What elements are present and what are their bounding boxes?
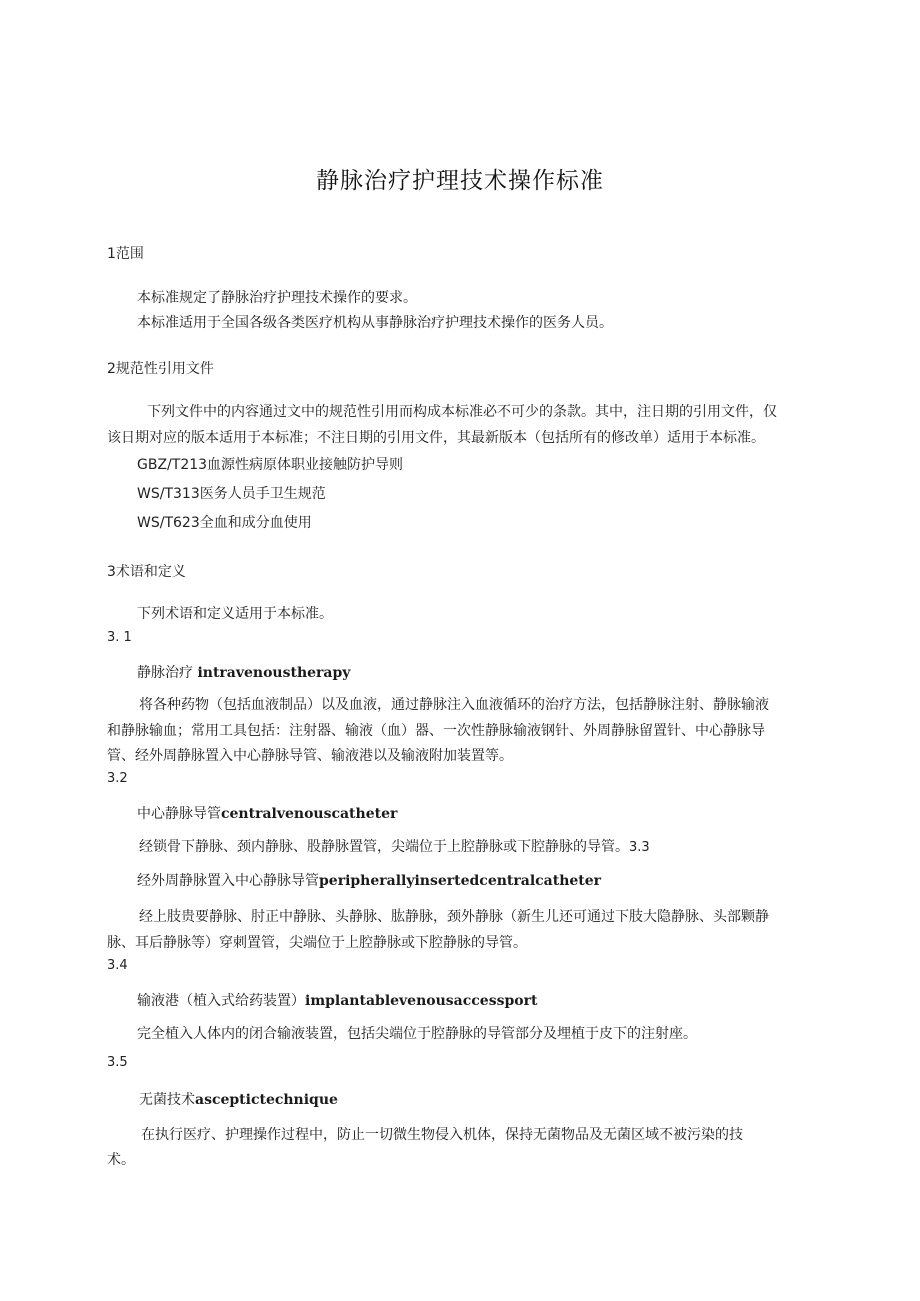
term-definition-line: 将各种药物（包括血液制品）以及血液，通过静脉注入血液循环的治疗方法，包括静脉注射、静脉输液: [139, 697, 769, 713]
term-title-zh: 输液港（植入式给药装置）: [137, 993, 305, 1009]
section-2-heading: 2规范性引用文件: [107, 361, 214, 377]
term-title-zh: 无菌技术: [139, 1092, 195, 1108]
section-3-intro: 下列术语和定义适用于本标准。: [137, 606, 333, 622]
term-definition-line: 术。: [107, 1152, 135, 1168]
term-title-en: peripherallyinsertedcentralcatheter: [319, 873, 602, 889]
term-number: 3. 1: [107, 630, 132, 645]
term-definition-line: 管、经外周静脉置入中心静脉导管、输液港以及输液附加装置等。: [107, 748, 513, 764]
term-title: [139, 1087, 338, 1113]
term-number: 3.5: [107, 1055, 128, 1070]
document-title: 静脉治疗护理技术操作标准: [316, 168, 604, 194]
term-definition-line: 在执行医疗、护理操作过程中，防止一切微生物侵入机体，保持无菌物品及无菌区域不被污染的技: [141, 1127, 743, 1143]
term-title-en: intravenoustherapy: [197, 665, 351, 681]
section-1-line-1: 本标准规定了静脉治疗护理技术操作的要求。: [137, 290, 417, 306]
term-definition-line: [139, 834, 650, 861]
normative-reference: GBZ/T213血源性病原体职业接触防护导则: [137, 457, 404, 473]
term-title-en: asceptictechnique: [195, 1092, 338, 1108]
term-definition-line: 完全植入人体内的闭合输液装置，包括尖端位于腔静脉的导管部分及埋植于皮下的注射座。: [137, 1026, 697, 1042]
term-title-zh: 经外周静脉置入中心静脉导管: [137, 873, 319, 889]
term-title-en: implantablevenousaccessport: [305, 993, 538, 1009]
term-number-inline: 3.3: [629, 840, 650, 855]
section-2-para-line-1: 下列文件中的内容通过文中的规范性引用而构成本标准必不可少的条款。其中，注日期的引用文件，仅: [147, 404, 777, 420]
term-title-en: centralvenouscatheter: [221, 806, 398, 822]
term-definition-line: 和静脉输血；常用工具包括：注射器、输液（血）器、一次性静脉输液钢针、外周静脉留置针、中心静脉导: [107, 723, 765, 739]
section-1-line-2: 本标准适用于全国各级各类医疗机构从事静脉治疗护理技术操作的医务人员。: [137, 315, 613, 331]
section-1-heading: 1范围: [107, 246, 144, 262]
term-title: [137, 868, 601, 894]
term-definition-line: 脉、耳后静脉等）穿刺置管，尖端位于上腔静脉或下腔静脉的导管。: [107, 935, 527, 951]
term-number: 3.2: [107, 771, 128, 786]
term-title: [137, 988, 537, 1014]
term-title-zh: 静脉治疗: [137, 665, 193, 681]
term-title-zh: 中心静脉导管: [137, 806, 221, 822]
term-number: 3.4: [107, 958, 128, 973]
term-definition-line: 经上肢贵要静脉、肘正中静脉、头静脉、肱静脉，颈外静脉（新生儿还可通过下肢大隐静脉、头部颗静: [139, 909, 769, 925]
normative-reference: WS/T313医务人员手卫生规范: [137, 486, 326, 502]
section-2-para-line-2: 该日期对应的版本适用于本标准；不注日期的引用文件，其最新版本（包括所有的修改单）适用于本标准。: [107, 430, 765, 446]
section-3-heading: 3术语和定义: [107, 564, 186, 580]
normative-reference: WS/T623全血和成分血使用: [137, 515, 312, 531]
term-definition-text: 经锁骨下静脉、颈内静脉、股静脉置管，尖端位于上腔静脉或下腔静脉的导管。: [139, 839, 629, 855]
term-title: [137, 801, 397, 827]
term-title: [137, 660, 350, 686]
